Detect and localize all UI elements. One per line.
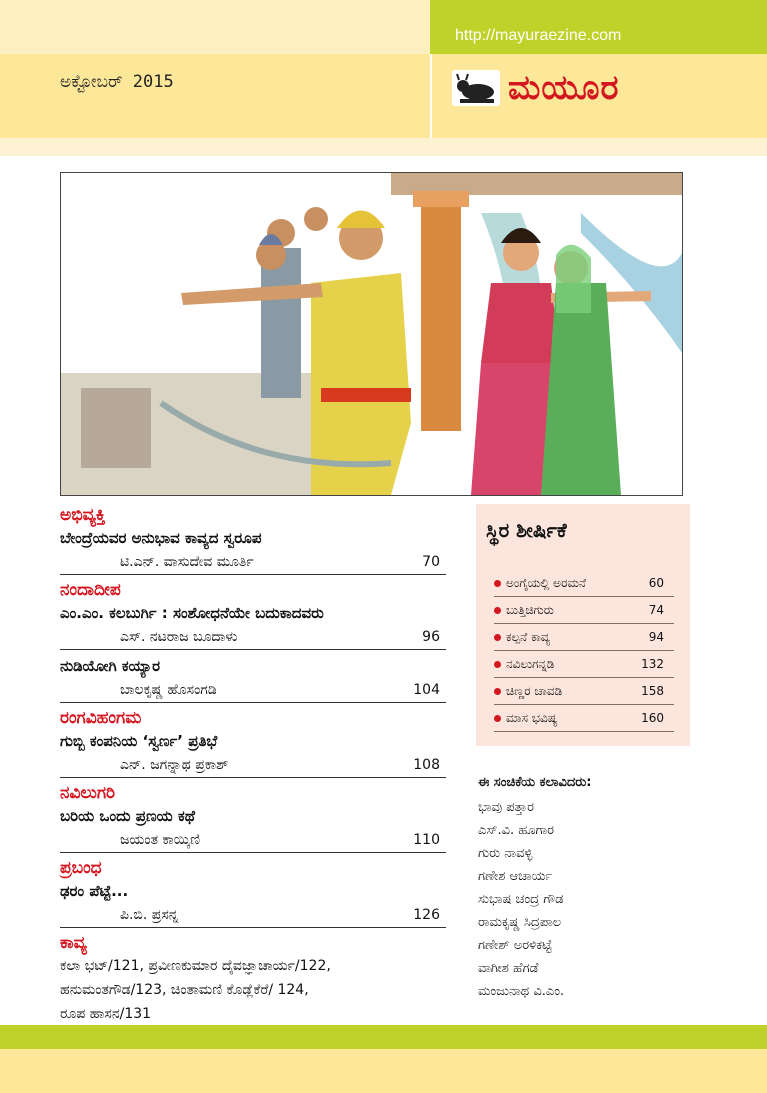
header-top-left	[0, 0, 430, 54]
artists-heading: ಈ ಸಂಚಿಕೆಯ ಕಲಾವಿದರು:	[478, 775, 592, 790]
fixed-column-label: ಬುತ್ತಿಚಿಗುರು	[506, 603, 554, 617]
artist-name: ಸುಭಾಷ ಚಂದ್ರ ಗೌಡ	[478, 892, 564, 907]
fixed-column-label: ಚಿಣ್ಣರ ಚಾವಡಿ	[506, 684, 563, 698]
fixed-column-label: ನವಿಲುಗನ್ನಡಿ	[506, 657, 555, 671]
page-number: 94	[648, 630, 664, 644]
bullet-icon	[494, 580, 501, 587]
artist-name: ಭಾವು ಪತ್ತಾರ	[478, 800, 534, 815]
box-title: ಸ್ಥಿರ ಶೀರ್ಷಿಕೆ	[486, 518, 567, 542]
page-number: 160	[641, 711, 664, 725]
footer-yellow-band	[0, 1049, 767, 1093]
bullet-icon	[494, 661, 501, 668]
header-divider	[430, 54, 432, 138]
section-heading: ನಂದಾದೀಪ	[60, 580, 121, 600]
site-url[interactable]: http://mayuraezine.com	[455, 27, 622, 44]
fixed-columns-list	[476, 570, 690, 732]
section-heading: ಕಾವ್ಯ	[60, 933, 87, 953]
article-author: ಪಿ.ಬಿ. ಪ್ರಸನ್ನ	[120, 907, 179, 923]
artist-name: ಗಣೇಶ್ ಅರಳಿಕಟ್ಟೆ	[478, 938, 553, 953]
article-author-row	[60, 625, 446, 650]
article-author: ಜಯಂತ ಕಾಯ್ಕಿಣಿ	[120, 832, 200, 848]
header-lower-strip	[0, 138, 767, 156]
article-author: ಎಸ್. ನಟರಾಜ ಬೂದಾಳು	[120, 629, 238, 645]
fixed-column-label: ಕಲ್ಪನೆ ಕಾವ್ಯ	[506, 630, 551, 644]
table-of-contents	[60, 504, 446, 1026]
article-author-row	[60, 903, 446, 928]
page-number: 110	[413, 832, 440, 848]
artist-name: ವಾಗೀಶ ಹೆಗಡೆ	[478, 961, 539, 976]
poetry-line: ಕಲಾ ಭಟ್/121, ಪ್ರವೀಣಕುಮಾರ ದೈವಜ್ಞಾಚಾರ್ಯ/122,	[60, 958, 331, 974]
article-author-row	[60, 828, 446, 853]
page-number: 96	[422, 629, 440, 645]
poetry-contributors	[60, 954, 446, 1026]
page-number: 70	[422, 554, 440, 570]
fixed-column-item[interactable]	[494, 570, 674, 597]
page-number: 60	[648, 576, 664, 590]
page-number: 132	[641, 657, 664, 671]
footer-green-band	[0, 1025, 767, 1049]
artist-name: ಮಂಜುನಾಥ ವಿ.ಎಂ.	[478, 984, 565, 999]
article-author-row	[60, 753, 446, 778]
poetry-line: ಹನುಮಂತಗೌಡ/123, ಚಿಂತಾಮಣಿ ಕೊಡ್ಲೆಕೆರೆ/ 124,	[60, 982, 309, 998]
artists-list	[478, 770, 718, 1003]
bullet-icon	[494, 607, 501, 614]
bullet-icon	[494, 715, 501, 722]
issue-date: ಅಕ್ಟೋಬರ್ 2015	[60, 72, 174, 92]
bullet-icon	[494, 634, 501, 641]
masthead-title: ಮಯೂರ	[508, 68, 620, 108]
fixed-column-item[interactable]	[494, 705, 674, 732]
page-number: 104	[413, 682, 440, 698]
section-heading: ಪ್ರಬಂಧ	[60, 858, 102, 878]
cover-illustration	[60, 172, 683, 496]
nandi-bull-icon	[452, 70, 500, 106]
article-title[interactable]: ಎಂ.ಎಂ. ಕಲಬುರ್ಗಿ : ಸಂಶೋಧನೆಯೇ ಬದುಕಾದವರು	[60, 604, 324, 622]
fixed-column-item[interactable]	[494, 624, 674, 651]
section-heading: ರಂಗವಿಹಂಗಮ	[60, 708, 142, 728]
page-number: 158	[641, 684, 664, 698]
section-heading: ಅಭಿವ್ಯಕ್ತಿ	[60, 505, 106, 525]
fixed-column-label: ಮಾಸ ಭವಿಷ್ಯ	[506, 711, 558, 725]
masthead-logo	[452, 68, 619, 108]
artist-name: ಗುರು ನಾವಳ್ಳಿ	[478, 846, 533, 861]
article-author: ಬಾಲಕೃಷ್ಣ ಹೊಸಂಗಡಿ	[120, 682, 217, 698]
article-title[interactable]: ಬೇಂದ್ರೆಯವರ ಅನುಭಾವ ಕಾವ್ಯದ ಸ್ವರೂಪ	[60, 529, 262, 547]
poetry-line: ರೂಪ ಹಾಸನ/131	[60, 1006, 152, 1022]
article-author-row	[60, 678, 446, 703]
article-author: ಟಿ.ಎನ್. ವಾಸುದೇವ ಮೂರ್ತಿ	[120, 554, 254, 570]
article-author-row	[60, 550, 446, 575]
artist-name: ಗಣೇಶ ಆಚಾರ್ಯ	[478, 869, 553, 884]
article-author: ಎನ್. ಜಗನ್ನಾಥ ಪ್ರಕಾಶ್	[120, 757, 229, 773]
fixed-column-label: ಅಂಗೈಯಲ್ಲಿ ಅರಮನೆ	[506, 576, 587, 590]
illustration-icon	[61, 173, 682, 495]
page-number: 74	[648, 603, 664, 617]
article-title[interactable]: ಗುಬ್ಬಿ ಕಂಪನಿಯ ‘ಸ್ವರ್ಣ’ ಪ್ರತಿಭೆ	[60, 732, 218, 750]
section-heading: ನವಿಲುಗರಿ	[60, 783, 116, 803]
fixed-column-item[interactable]	[494, 597, 674, 624]
page-number: 108	[413, 757, 440, 773]
fixed-column-item[interactable]	[494, 651, 674, 678]
artist-name: ರಾಮಕೃಷ್ಣ ಸಿದ್ರಪಾಲ	[478, 915, 562, 930]
bullet-icon	[494, 688, 501, 695]
article-title[interactable]: ಬರಿಯ ಒಂದು ಪ್ರಣಯ ಕಥೆ	[60, 807, 196, 825]
article-title[interactable]: ಢರಂ ಪೆಟ್ಟೆ...	[60, 882, 129, 900]
page-number: 126	[413, 907, 440, 923]
artist-name: ಎಸ್.ವಿ. ಹೂಗಾರ	[478, 823, 555, 838]
fixed-columns-box	[476, 504, 690, 746]
fixed-column-item[interactable]	[494, 678, 674, 705]
article-title[interactable]: ನುಡಿಯೋಗಿ ಕಯ್ಯಾರ	[60, 657, 161, 675]
